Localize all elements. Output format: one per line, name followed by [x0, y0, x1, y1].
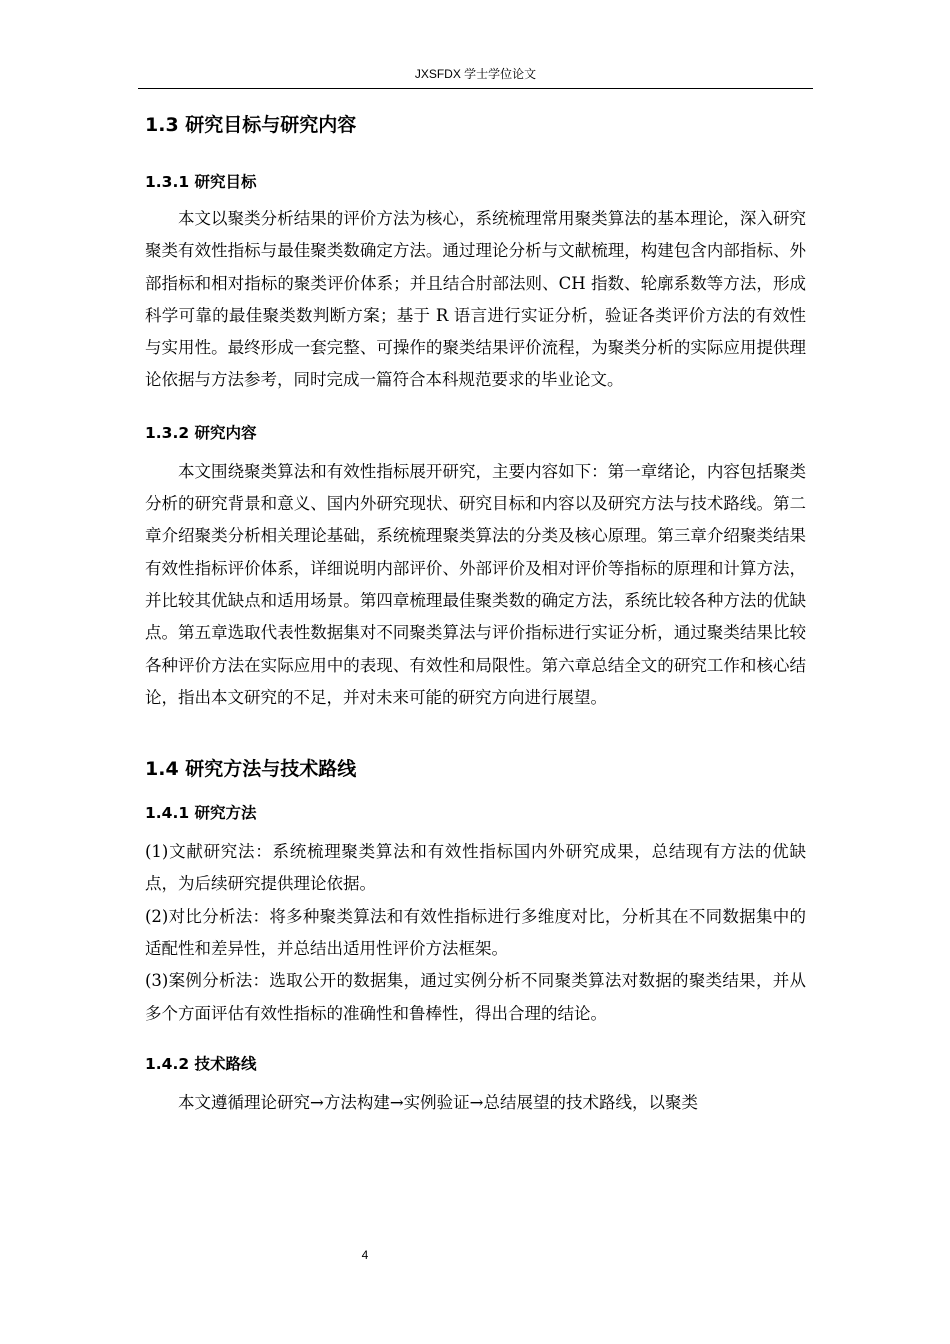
- subsection-heading-1-4-1: 1.4.1 研究方法: [145, 804, 257, 823]
- paragraph-research-goals: 本文以聚类分析结果的评价方法为核心，系统梳理常用聚类算法的基本理论，深入研究聚类有效性指标与最佳聚类数确定方法。通过理论分析与文献梳理，构建包含内部指标、外部指标和相对指标的聚类评价体系；并且结合肘部法则、CH 指数、轮廓系数等方法，形成科学可靠的最佳聚类数判断方案；基于 R 语言进行实证分析，验证各类评价方法的有效性与实用性。最终形成一套完整、可操作的聚类结果评价流程，为聚类分析的实际应用提供理论依据与方法参考，同时完成一篇符合本科规范要求的毕业论文。: [145, 209, 806, 390]
- methods-list: [145, 836, 806, 1030]
- page-number: 4: [361, 1248, 369, 1262]
- running-header: JXSFDX 学士学位论文: [414, 67, 537, 81]
- subsection-heading-1-3-1: 1.3.1 研究目标: [145, 173, 257, 191]
- subsection-heading-1-3-2: 1.3.2 研究内容: [145, 423, 257, 442]
- section-heading-1-4: 1.4 研究方法与技术路线: [145, 758, 357, 781]
- paragraph-research-content: 本文围绕聚类算法和有效性指标展开研究，主要内容如下：第一章绪论，内容包括聚类分析的研究背景和意义、国内外研究现状、研究目标和内容以及研究方法与技术路线。第二章介绍聚类分析相关理论基础，系统梳理聚类算法的分类及核心原理。第三章介绍聚类结果有效性指标评价体系，详细说明内部评价、外部评价及相对评价等指标的原理和计算方法，并比较其优缺点和适用场景。第四章梳理最佳聚类数的确定方法，系统比较各种方法的优缺点。第五章选取代表性数据集对不同聚类算法与评价指标进行实证分析，通过聚类结果比较各种评价方法在实际应用中的表现、有效性和局限性。第六章总结全文的研究工作和核心结论，指出本文研究的不足，并对未来可能的研究方向进行展望。: [145, 461, 806, 707]
- header-rule: [138, 88, 813, 89]
- paragraph-technical-route: 本文遵循理论研究→方法构建→实例验证→总结展望的技术路线，以聚类: [178, 1092, 698, 1112]
- method-item-literature: (1)文献研究法：系统梳理聚类算法和有效性指标国内外研究成果，总结现有方法的优缺点，为后续研究提供理论依据。: [145, 842, 806, 894]
- method-item-case-study: (3)案例分析法：选取公开的数据集，通过实例分析不同聚类算法对数据的聚类结果，并从多个方面评估有效性指标的准确性和鲁棒性，得出合理的结论。: [145, 971, 806, 1023]
- method-item-comparison: (2)对比分析法：将多种聚类算法和有效性指标进行多维度对比，分析其在不同数据集中的适配性和差异性，并总结出适用性评价方法框架。: [145, 906, 806, 959]
- subsection-heading-1-4-2: 1.4.2 技术路线: [145, 1054, 257, 1073]
- page-body: [145, 112, 806, 1119]
- section-heading-1-3: 1.3 研究目标与研究内容: [145, 114, 357, 136]
